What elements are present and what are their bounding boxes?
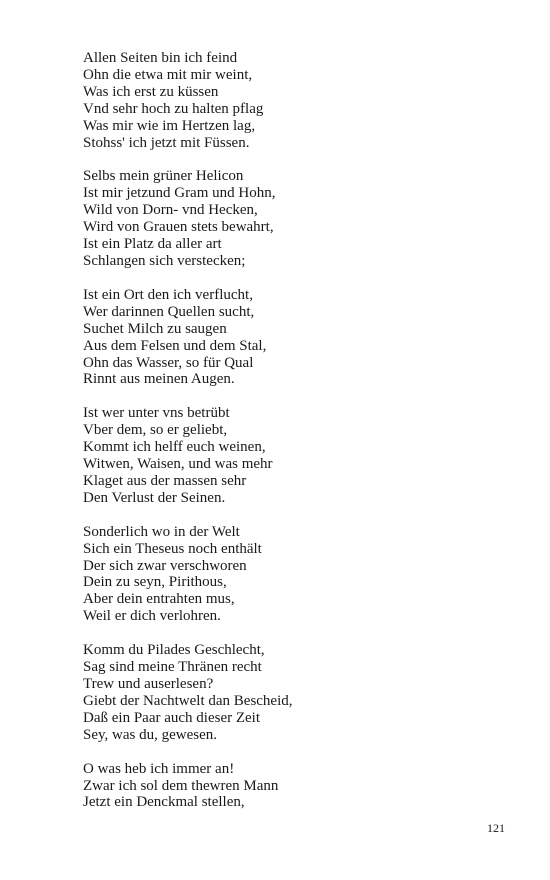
verse-line: Suchet Milch zu saugen bbox=[83, 320, 227, 337]
verse-line: Den Verlust der Seinen. bbox=[83, 489, 226, 506]
verse-line: Trew und auserlesen? bbox=[83, 676, 214, 692]
verse-line: Ohn das Wasser, so für Qual bbox=[83, 354, 254, 371]
verse-line: Kommt ich helff euch weinen, bbox=[83, 439, 266, 456]
page-number: 121 bbox=[487, 821, 505, 835]
verse-line: Vber dem, so er geliebt, bbox=[83, 422, 228, 439]
verse-line: Was ich erst zu küssen bbox=[83, 83, 219, 100]
verse-line: Wild von Dorn- vnd Hecken, bbox=[83, 202, 258, 219]
verse-line: Ist ein Ort den ich verflucht, bbox=[83, 286, 253, 303]
verse-line: Selbs mein grüner Helicon bbox=[83, 168, 244, 185]
verse-line: Schlangen sich verstecken; bbox=[83, 252, 246, 269]
verse-line: Stohss' ich jetzt mit Füssen. bbox=[83, 134, 250, 151]
stanza-3 bbox=[83, 287, 503, 388]
verse-line: Jetzt ein Denckmal stellen, bbox=[83, 794, 245, 811]
verse-line: Wird von Grauen stets bewahrt, bbox=[83, 219, 274, 236]
verse-line: Daß ein Paar auch dieser Zeit bbox=[83, 709, 261, 726]
verse-line: Weil er dich verlohren. bbox=[83, 608, 221, 625]
verse-line: Ist mir jetzund Gram und Hohn, bbox=[83, 185, 276, 202]
verse-line: Zwar ich sol dem thewren Mann bbox=[83, 777, 279, 794]
poem-body bbox=[83, 50, 503, 828]
verse-line: Rinnt aus meinen Augen. bbox=[83, 371, 235, 388]
verse-line: Sag sind meine Thränen recht bbox=[83, 659, 262, 676]
verse-line: Sey, was du, gewesen. bbox=[83, 726, 217, 743]
verse-line: Vnd sehr hoch zu halten pflag bbox=[83, 100, 264, 117]
verse-line: Ist wer unter vns betrübt bbox=[83, 405, 230, 422]
verse-line: Aber dein entrahten mus, bbox=[83, 591, 235, 608]
verse-line: Was mir wie im Hertzen lag, bbox=[83, 117, 256, 134]
verse-line: Klaget aus der massen sehr bbox=[83, 472, 247, 489]
verse-line: Aus dem Felsen und dem Stal, bbox=[83, 337, 267, 354]
stanza-6 bbox=[83, 642, 503, 743]
stanza-2 bbox=[83, 168, 503, 269]
verse-line: Dein zu seyn, Pirithous, bbox=[83, 574, 227, 591]
stanza-7 bbox=[83, 761, 503, 812]
verse-line: Ohn die etwa mit mir weint, bbox=[83, 66, 253, 83]
verse-line: Der sich zwar verschworen bbox=[83, 557, 247, 574]
verse-line: Wer darinnen Quellen sucht, bbox=[83, 303, 255, 320]
verse-line: O was heb ich immer an! bbox=[83, 760, 235, 777]
stanza-1 bbox=[83, 50, 503, 151]
verse-line: Ist ein Platz da aller art bbox=[83, 236, 222, 253]
verse-line: Sich ein Theseus noch enthält bbox=[83, 540, 262, 557]
verse-line: Witwen, Waisen, und was mehr bbox=[83, 456, 273, 473]
stanza-5 bbox=[83, 524, 503, 625]
verse-line: Komm du Pilades Geschlecht, bbox=[83, 642, 265, 659]
verse-line: Giebt der Nachtwelt dan Bescheid, bbox=[83, 692, 293, 709]
verse-line: Allen Seiten bin ich feind bbox=[83, 50, 238, 66]
stanza-4 bbox=[83, 405, 503, 506]
verse-line: Sonderlich wo in der Welt bbox=[83, 523, 240, 540]
